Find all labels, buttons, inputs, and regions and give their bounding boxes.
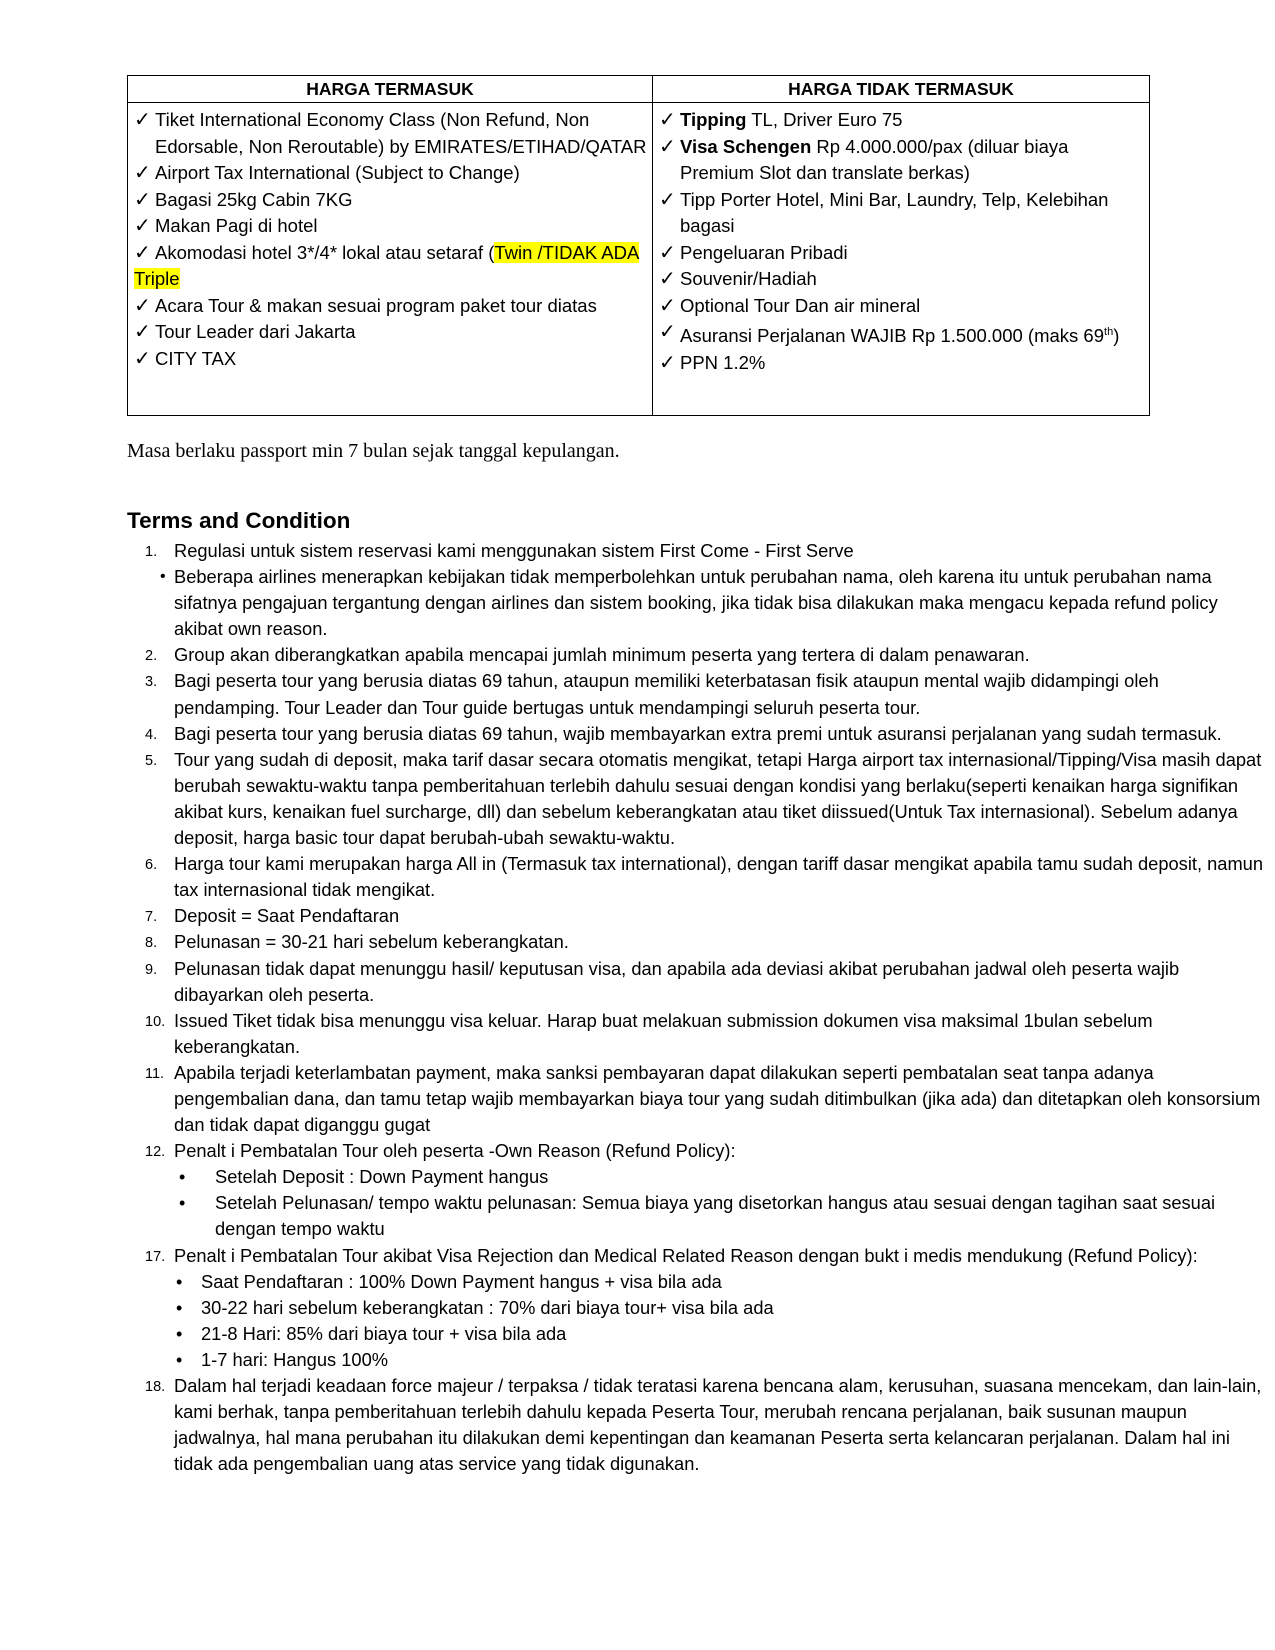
excluded-item-visa: ✓ Visa Schengen Rp 4.000.000/pax (diluar biaya Premium Slot dan translate berkas) — [659, 135, 1069, 183]
check-icon: ✓ — [134, 162, 151, 184]
terms-subitem: • 1-7 hari: Hangus 100% — [127, 1347, 1267, 1373]
item-number: 6. — [145, 857, 158, 874]
item-number: 3. — [145, 674, 158, 691]
excluded-item-tipping: ✓ Tipping TL, Driver Euro 75 — [659, 107, 1145, 134]
bullet-icon: • — [176, 1297, 183, 1318]
terms-item: 10. Issued Tiket tidak bisa menunggu visa keluar. Harap buat melakuan submission dokumen visa maksimal 1bulan sebelum keberangkatan. — [145, 1009, 1153, 1057]
check-icon: ✓ — [659, 321, 676, 343]
item-number: 12. — [145, 1144, 166, 1161]
item-number: 5. — [145, 752, 158, 769]
included-item: ✓ CITY TAX — [134, 346, 648, 373]
terms-item: 3. Bagi peserta tour yang berusia diatas 69 tahun, ataupun memiliki keterbatasan fisik ataupun mental wajib didampingi oleh pendamping. Tour Leader dan Tour guide bertugas untuk mendampingi seluruh peserta tour. — [145, 670, 1159, 718]
item-number: 7. — [145, 909, 158, 926]
terms-item: 2. Group akan diberangkatkan apabila mencapai jumlah minimum peserta yang tertera di dalam penawaran. — [127, 642, 1267, 668]
included-list — [134, 107, 648, 372]
included-item: ✓ Airport Tax International (Subject to Change) — [134, 160, 648, 187]
included-cell — [128, 103, 653, 416]
excluded-item: ✓ Souvenir/Hadiah — [659, 266, 1145, 293]
excluded-item: ✓ Tipp Porter Hotel, Mini Bar, Laundry, Telp, Kelebihan bagasi — [659, 188, 1109, 236]
terms-item: 12. Penalt i Pembatalan Tour oleh peserta -Own Reason (Refund Policy): — [127, 1138, 1267, 1164]
item-number: 10. — [145, 1013, 166, 1030]
terms-item: 4. Bagi peserta tour yang berusia diatas 69 tahun, wajib membayarkan extra premi untuk asuransi perjalanan yang sudah termasuk. — [127, 721, 1267, 747]
excluded-item: ✓ Optional Tour Dan air mineral — [659, 293, 1145, 320]
terms-item: 5. Tour yang sudah di deposit, maka tarif dasar secara otomatis mengikat, tetapi Harga airport tax internasional/Tipping/Visa masih dapat berubah sewaktu-waktu tanpa pemberitahuan terlebih dahulu sesuai dengan kondisi yang berlaku(seperti kenaikan harga signifikan akibat kurs, kenaikan fuel surcharge, dll) dan sebelum keberangkatan atau tiket diissued(Untuk Tax internasional). Sebelum adanya deposit, harga basic tour dapat berubah-ubah sewaktu-waktu. — [145, 748, 1262, 849]
check-icon: ✓ — [659, 351, 676, 374]
check-icon: ✓ — [134, 294, 151, 317]
terms-subitem: • 30-22 hari sebelum keberangkatan : 70% dari biaya tour+ visa bila ada — [127, 1295, 1267, 1321]
bullet-icon: • — [176, 1349, 183, 1370]
terms-subitem: • 21-8 Hari: 85% dari biaya tour + visa bila ada — [127, 1321, 1267, 1347]
check-icon: ✓ — [659, 109, 676, 131]
check-icon: ✓ — [659, 188, 676, 211]
included-item: ✓ Bagasi 25kg Cabin 7KG — [134, 187, 648, 214]
included-item: ✓ Makan Pagi di hotel — [134, 213, 648, 240]
terms-item: • Beberapa airlines menerapkan kebijakan tidak memperbolehkan untuk perubahan nama, oleh karena itu untuk perubahan nama sifatnya pengajuan tergantung dengan airlines dan sistem booking, jika tidak bisa dilakukan maka mengacu kepada refund policy akibat own reason. — [160, 566, 1218, 640]
terms-subitem: • Setelah Pelunasan/ tempo waktu pelunasan: Semua biaya yang disetorkan hangus atau sesuai dengan tagihan saat sesuai dengan tempo waktu — [179, 1192, 1216, 1240]
terms-list — [127, 538, 1267, 1477]
terms-item: 11. Apabila terjadi keterlambatan payment, maka sanksi pembayaran dapat dilakukan seperti pembatalan seat tanpa adanya pengembalian dana, dan tamu tetap wajib membayarkan biaya tour yang sudah ditimbulkan (jika ada) dan ditetapkan oleh konsorsium dan tidak dapat diganggu gugat — [145, 1061, 1261, 1136]
terms-item: 6. Harga tour kami merupakan harga All in (Termasuk tax international), dengan tariff dasar mengikat apabila tamu sudah deposit, namun tax internasional tidak mengikat. — [145, 853, 1264, 901]
header-included: HARGA TERMASUK — [128, 76, 653, 103]
header-excluded: HARGA TIDAK TERMASUK — [653, 76, 1150, 103]
terms-item: 1. Regulasi untuk sistem reservasi kami menggunakan sistem First Come - First Serve — [127, 538, 1267, 564]
check-icon: ✓ — [134, 321, 151, 343]
included-item-accommodation: ✓ Akomodasi hotel 3*/4* lokal atau setaraf (Twin /TIDAK ADA Triple — [134, 241, 640, 289]
item-number: 2. — [145, 648, 158, 665]
terms-subitem: • Saat Pendaftaran : 100% Down Payment hangus + visa bila ada — [127, 1269, 1267, 1295]
highlighted-text: Twin /TIDAK ADA Triple — [134, 241, 640, 289]
bullet-icon: • — [176, 1323, 183, 1344]
included-item: ✓ Acara Tour & makan sesuai program paket tour diatas — [134, 293, 648, 320]
included-item: ✓ Tiket International Economy Class (Non Refund, Non Edorsable, Non Reroutable) by EMIRATES/ETIHAD/QATAR — [134, 109, 647, 157]
item-number: 1. — [145, 544, 158, 560]
item-number: 17. — [145, 1248, 166, 1265]
bullet-icon: • — [179, 1193, 186, 1214]
terms-item: 7. Deposit = Saat Pendaftaran — [127, 903, 1267, 929]
excluded-cell — [653, 103, 1150, 416]
check-icon: ✓ — [659, 268, 676, 290]
item-number: 8. — [145, 935, 158, 952]
check-icon: ✓ — [659, 135, 676, 158]
item-number: 11. — [145, 1065, 165, 1082]
check-icon: ✓ — [134, 109, 151, 131]
included-item: ✓ Tour Leader dari Jakarta — [134, 319, 648, 346]
price-table — [127, 75, 1150, 416]
terms-title: Terms and Condition — [127, 508, 351, 533]
excluded-item-ppn: ✓ PPN 1.2% — [659, 350, 1145, 377]
bullet-icon: • — [176, 1271, 183, 1292]
excluded-item-insurance: ✓ Asuransi Perjalanan WAJIB Rp 1.500.000 (maks 69th) — [659, 321, 1120, 347]
terms-item: 18. Dalam hal terjadi keadaan force majeur / terpaksa / tidak teratasi karena bencana alam, kerusuhan, suasana mencekam, dan lain-lain, kami berhak, tanpa pemberitahuan terlebih dahulu kepada Peserta Tour, merubah rencana perjalanan, baik susunan maupun jadwalnya, hal mana perubahan itu dilakukan demi kepentingan dan keamanan Peserta serta kelancaran perjalanan. Dalam hal ini tidak ada pengembalian uang atas service yang tidak digunakan. — [145, 1375, 1262, 1475]
excluded-item: ✓ Pengeluaran Pribadi — [659, 240, 1145, 267]
item-number: 9. — [145, 961, 158, 978]
terms-item: 8. Pelunasan = 30-21 hari sebelum keberangkatan. — [127, 929, 1267, 955]
check-icon: ✓ — [134, 347, 151, 370]
check-icon: ✓ — [134, 188, 151, 211]
excluded-list — [659, 107, 1145, 376]
bullet-icon: • — [160, 568, 166, 586]
check-icon: ✓ — [134, 215, 151, 237]
check-icon: ✓ — [659, 241, 676, 264]
terms-subitem: • Setelah Deposit : Down Payment hangus — [127, 1164, 1267, 1190]
item-number: 18. — [145, 1379, 166, 1395]
terms-item: 17. Penalt i Pembatalan Tour akibat Visa Rejection dan Medical Related Reason dengan bukt i medis mendukung (Refund Policy): — [127, 1243, 1267, 1269]
item-number: 4. — [145, 726, 158, 743]
check-icon: ✓ — [134, 241, 151, 264]
passport-note: Masa berlaku passport min 7 bulan sejak tanggal kepulangan. — [127, 440, 620, 462]
check-icon: ✓ — [659, 294, 676, 317]
terms-item: 9. Pelunasan tidak dapat menunggu hasil/ keputusan visa, dan apabila ada deviasi akibat perubahan jadwal oleh peserta wajib dibayarkan oleh peserta. — [145, 957, 1180, 1005]
bullet-icon: • — [179, 1167, 186, 1188]
